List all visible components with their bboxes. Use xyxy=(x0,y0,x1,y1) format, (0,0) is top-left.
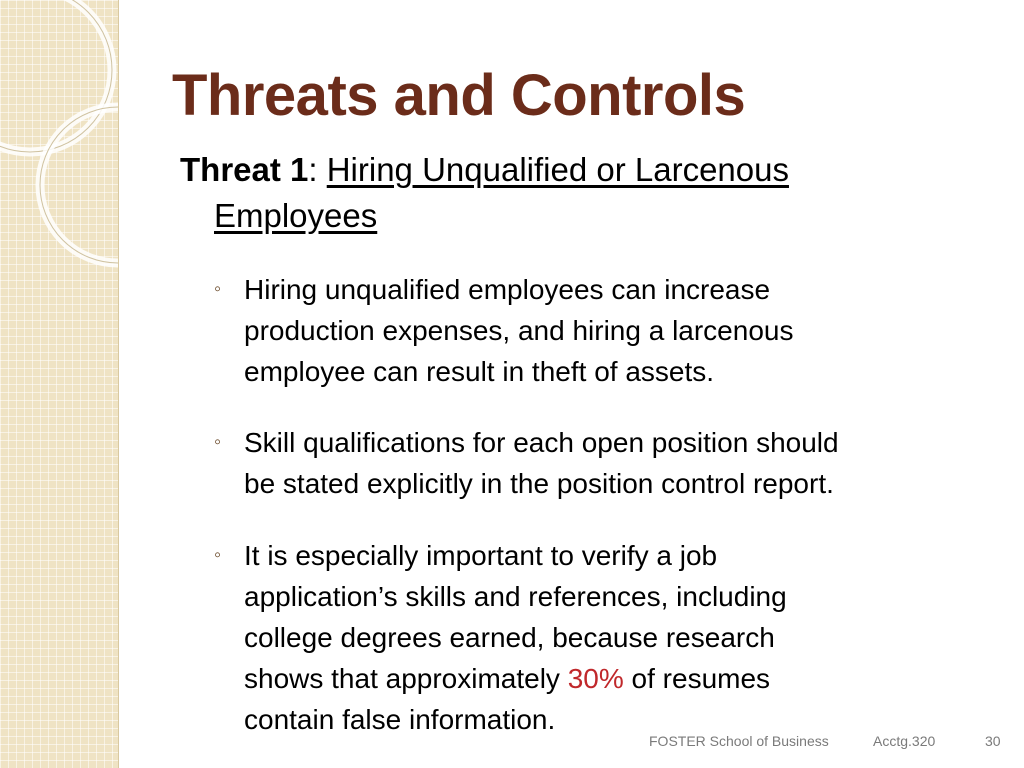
bullet-text xyxy=(244,422,984,504)
bullet-line: employee can result in theft of assets. xyxy=(244,356,715,387)
bullet-marker-icon: ◦ xyxy=(214,278,222,300)
bullet-line-post: of resumes xyxy=(623,663,771,694)
bullet-item xyxy=(214,535,984,740)
slide-footer xyxy=(0,733,1024,755)
bullet-item xyxy=(214,269,984,392)
decorative-ring-top xyxy=(0,0,112,152)
threat-heading-line2 xyxy=(180,193,960,239)
bullet-marker-icon: ◦ xyxy=(214,431,222,453)
statistic-highlight: 30% xyxy=(567,663,624,694)
bullet-item xyxy=(214,422,984,504)
bullet-line: Hiring unqualified employees can increase xyxy=(244,274,771,305)
decorative-rings xyxy=(0,0,118,768)
threat-heading xyxy=(180,147,960,239)
bullet-line: college degrees earned, because research xyxy=(244,622,775,653)
bullet-line: be stated explicitly in the position control report. xyxy=(244,468,834,499)
bullet-line: application’s skills and references, including xyxy=(244,581,787,612)
threat-name-line1: Hiring Unqualified or Larcenous xyxy=(326,151,789,188)
bullet-text xyxy=(244,269,984,392)
bullet-line-pre: shows that approximately xyxy=(244,663,568,694)
bullet-line: contain false information. xyxy=(244,704,556,735)
bullet-line: It is especially important to verify a job xyxy=(244,540,718,571)
footer-school: FOSTER School of Business xyxy=(649,733,829,749)
decorative-side-strip xyxy=(0,0,119,768)
threat-name-line2: Employees xyxy=(214,197,378,234)
threat-separator: : xyxy=(308,151,318,188)
bullet-line: Skill qualifications for each open position should xyxy=(244,427,839,458)
footer-course: Acctg.320 xyxy=(873,733,936,749)
bullet-marker-icon: ◦ xyxy=(214,544,222,566)
threat-label: Threat 1 xyxy=(180,151,309,188)
bullet-line: production expenses, and hiring a larcenous xyxy=(244,315,794,346)
footer-page-number: 30 xyxy=(985,733,1001,749)
slide-title: Threats and Controls xyxy=(172,63,746,128)
bullet-text xyxy=(244,535,984,740)
threat-heading-line1 xyxy=(180,147,960,193)
